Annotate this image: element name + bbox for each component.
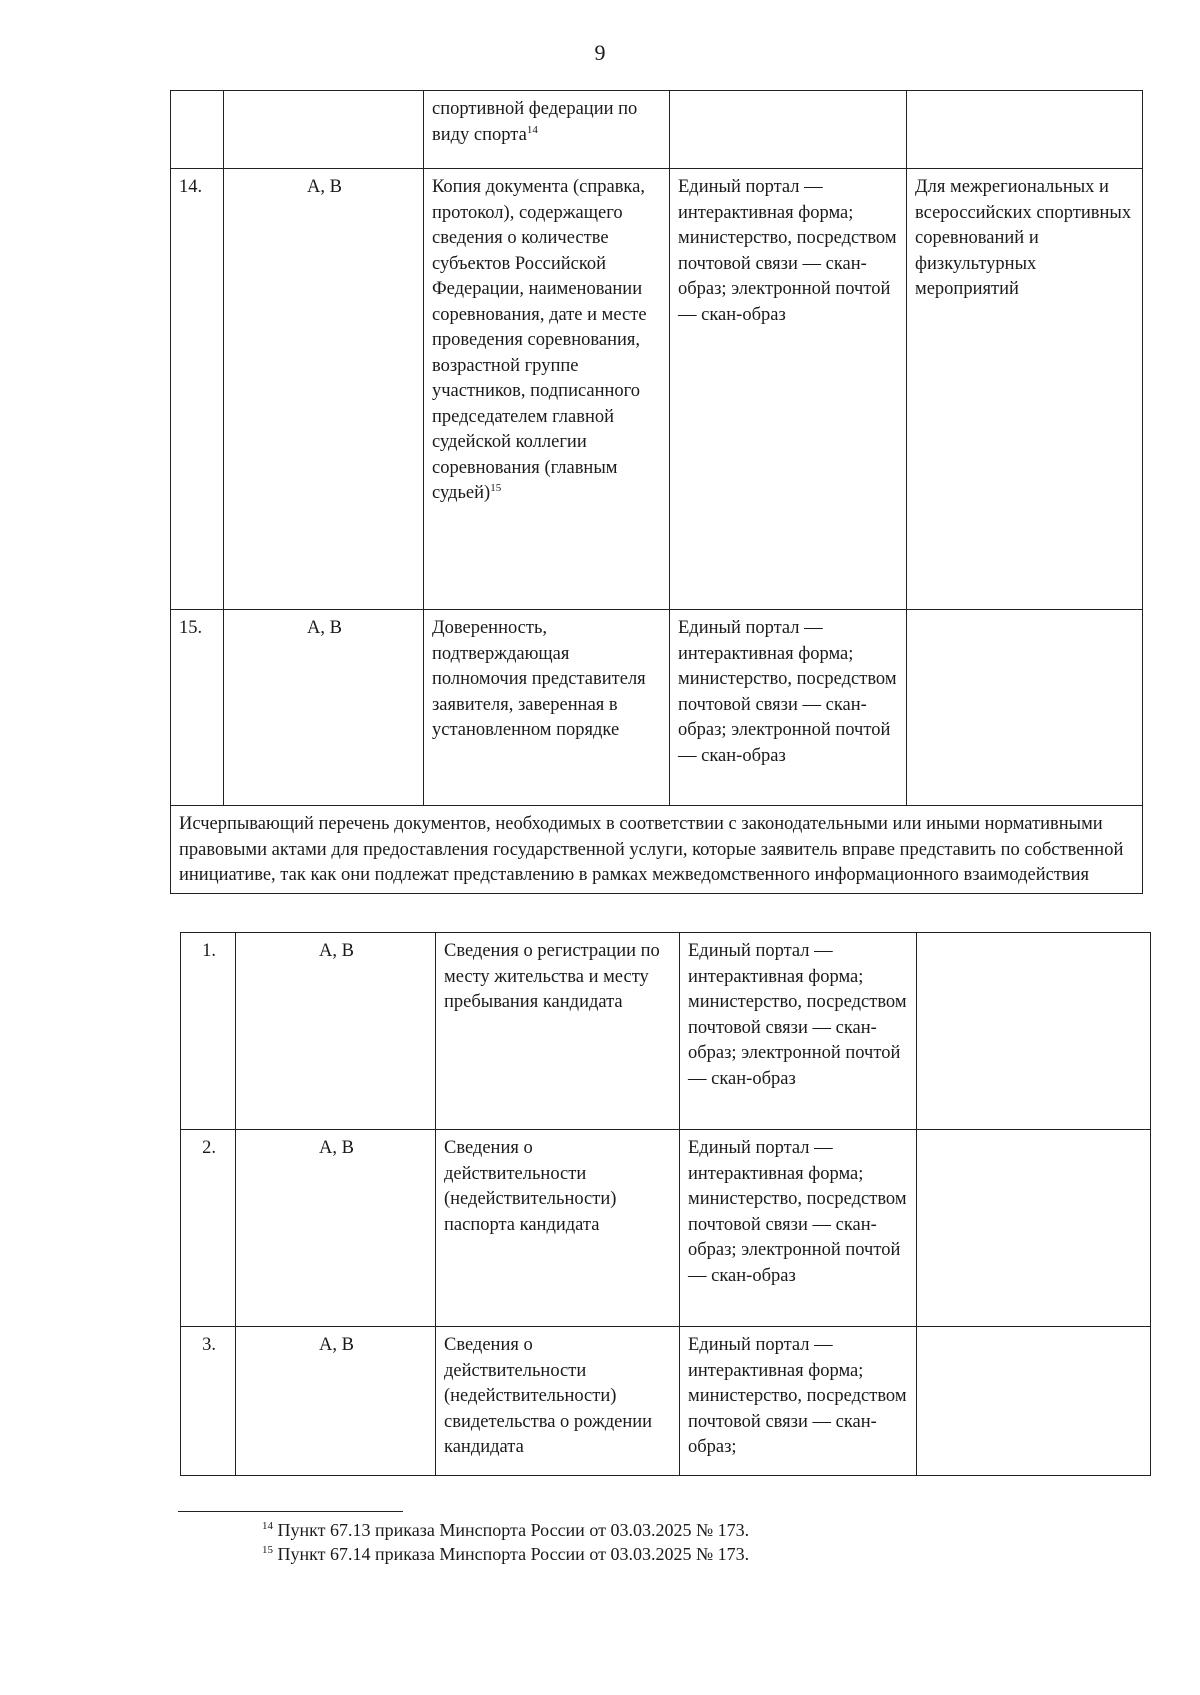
- note-cell: [907, 91, 1143, 169]
- row-number-cell: 1.: [181, 933, 236, 1130]
- footnote: $^{14}$ Пункт 67.13 приказа Минспорта России от 03.03.2025 № 173.: [262, 1520, 750, 1540]
- footnote-mark: 15: [262, 1544, 273, 1556]
- table-row: [181, 1327, 1151, 1476]
- document-cell: Копия документа (справка, протокол), содержащего сведения о количестве субъектов Российской Федерации, наименовании соревнования, дате и месте проведения соревнования, возрастной группе участников, подписанного председателем главной судейской коллегии соревнования (главным судьей)$^{15}$: [424, 169, 670, 610]
- note-cell: [907, 610, 1143, 806]
- table-row: [181, 1130, 1151, 1327]
- table-row: [171, 169, 1143, 610]
- note-cell: [917, 1130, 1151, 1327]
- applicant-code-cell: [224, 91, 424, 169]
- row-number-cell: 3.: [181, 1327, 236, 1476]
- footnotes: [262, 1518, 749, 1566]
- submission-method-cell: Единый портал — интерактивная форма; министерство, посредством почтовой связи — скан-образ; электронной почтой — скан-образ: [680, 1130, 917, 1327]
- page-number: 9: [594, 40, 606, 65]
- applicant-code-cell: А, В: [236, 1130, 436, 1327]
- document-cell: Сведения о действительности (недействительности) паспорта кандидата: [436, 1130, 680, 1327]
- document-cell: Сведения о действительности (недействительности) свидетельства о рождении кандидата: [436, 1327, 680, 1476]
- document-cell: Сведения о регистрации по месту жительства и месту пребывания кандидата: [436, 933, 680, 1130]
- note-cell: Для межрегиональных и всероссийских спортивных соревнований и физкультурных мероприятий: [907, 169, 1143, 610]
- table-row: [171, 91, 1143, 169]
- footnote: $^{15}$ Пункт 67.14 приказа Минспорта России от 03.03.2025 № 173.: [262, 1544, 750, 1564]
- row-number-cell: 2.: [181, 1130, 236, 1327]
- row-number-cell: 15.: [171, 610, 224, 806]
- document-cell: Доверенность, подтверждающая полномочия представителя заявителя, заверенная в установленном порядке: [424, 610, 670, 806]
- document-cell: спортивной федерации по виду спорта$^{14}$: [424, 91, 670, 169]
- applicant-code-cell: А, В: [236, 933, 436, 1130]
- row-number-cell: 14.: [171, 169, 224, 610]
- note-cell: [917, 1327, 1151, 1476]
- footnote-ref: 15: [490, 481, 502, 494]
- applicant-code-cell: А, В: [236, 1327, 436, 1476]
- documents-table-bottom: [180, 932, 1151, 1476]
- table-row: [181, 933, 1151, 1130]
- footnote-ref: 14: [526, 123, 538, 136]
- submission-method-cell: Единый портал — интерактивная форма; министерство, посредством почтовой связи — скан-образ;: [680, 1327, 917, 1476]
- footnote-mark: 14: [262, 1520, 273, 1532]
- section-header-row: [171, 806, 1143, 894]
- note-cell: [917, 933, 1151, 1130]
- documents-table-top: [170, 90, 1143, 894]
- submission-method-cell: Единый портал — интерактивная форма; министерство, посредством почтовой связи — скан-образ; электронной почтой — скан-образ: [670, 169, 907, 610]
- submission-method-cell: Единый портал — интерактивная форма; министерство, посредством почтовой связи — скан-образ; электронной почтой — скан-образ: [670, 610, 907, 806]
- applicant-code-cell: А, В: [224, 169, 424, 610]
- table-row: [171, 610, 1143, 806]
- section-header: Исчерпывающий перечень документов, необходимых в соответствии с законодательными или иными нормативными правовыми актами для предоставления государственной услуги, которые заявитель вправе представить по собственной инициативе, так как они подлежат представлению в рамках межведомственного информационного взаимодействия: [171, 806, 1143, 894]
- submission-method-cell: Единый портал — интерактивная форма; министерство, посредством почтовой связи — скан-образ; электронной почтой — скан-образ: [680, 933, 917, 1130]
- footnote-divider: [178, 1511, 403, 1512]
- row-number-cell: [171, 91, 224, 169]
- applicant-code-cell: А, В: [224, 610, 424, 806]
- submission-method-cell: [670, 91, 907, 169]
